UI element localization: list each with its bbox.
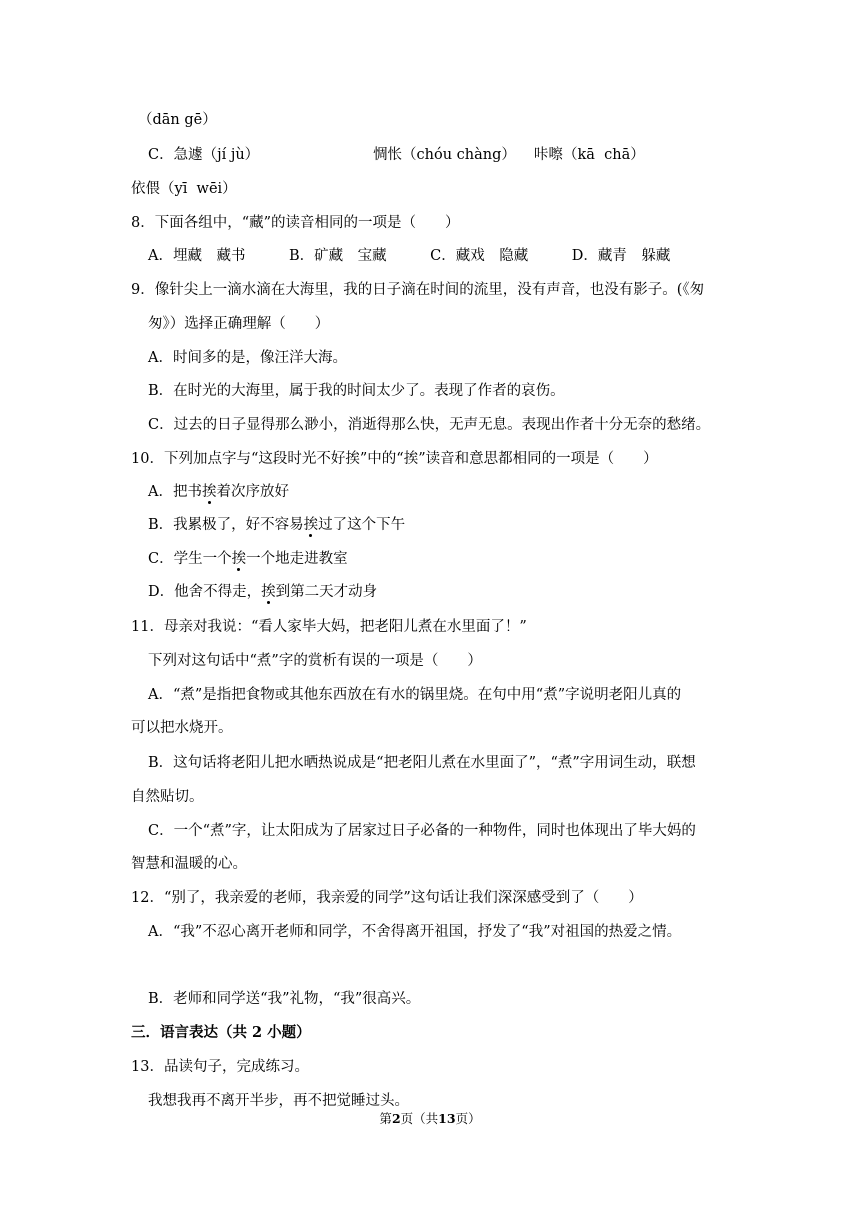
pinyin-line: 依偎（yī wēi） [131,181,237,197]
question-10-option-c: C．学生一个挨一个地走进教室 [148,551,348,567]
option-c-item-1: C．急遽（jí jù） [148,147,260,163]
question-9-option-c: C．过去的日子显得那么渺小，消逝得那么快，无声无息。表现出作者十分无奈的愁绪。 [148,417,711,433]
question-9-option-b: B．在时光的大海里，属于我的时间太少了。表现了作者的哀伤。 [148,383,565,399]
question-10-option-d: D．他舍不得走，挨到第二天才动身 [148,584,378,600]
question-11-option-b-cont: 自然贴切。 [131,789,204,805]
pinyin-line: （dān gē） [138,112,217,128]
dotted-char: 挨 [231,551,247,567]
dotted-char: 挨 [201,484,217,500]
question-12: 12．“别了，我亲爱的老师，我亲爱的同学”这句话让我们深深感受到了（ ） [131,890,643,906]
question-8: 8．下面各组中，“藏”的读音相同的一项是（ ） [131,215,460,231]
question-11-option-b: B．这句话将老阳儿把水晒热说成是“把老阳儿煮在水里面了”，“煮”字用词生动，联想 [148,755,696,771]
question-9: 9．像针尖上一滴水滴在大海里，我的日子滴在时间的流里，没有声音，也没有影子。(《匆 [131,282,705,298]
question-10: 10．下列加点字与“这段时光不好挨”中的“挨”读音和意思都相同的一项是（ ） [131,451,658,467]
question-10-option-b: B．我累极了，好不容易挨过了这个下午 [148,517,406,533]
page-total: 13 [438,1111,456,1126]
question-11-option-c: C．一个“煮”字，让太阳成为了居家过日子必备的一种物件，同时也体现出了毕大妈的 [148,823,696,839]
option-c-item-3: 咔嚓（kā chā） [534,147,645,163]
question-11-prompt: 下列对这句话中“煮”字的赏析有误的一项是（ ） [148,653,482,669]
question-12-option-b: B．老师和同学送“我”礼物，“我”很高兴。 [148,991,421,1007]
question-10-option-a: A．把书挨着次序放好 [148,484,289,500]
option-c-item-2: 惆怅（chóu chàng） [373,147,516,163]
question-11: 11．母亲对我说：“看人家毕大妈，把老阳儿煮在水里面了！” [131,619,527,635]
dotted-char: 挨 [261,584,276,600]
question-11-option-a-cont: 可以把水烧开。 [131,720,233,736]
question-9-cont: 匆》）选择正确理解（ ） [148,316,330,332]
question-13: 13．品读句子，完成练习。 [131,1059,309,1075]
question-13-sentence: 我想我再不离开半步，再不把觉睡过头。 [148,1093,409,1109]
question-9-option-a: A．时间多的是，像汪洋大海。 [148,350,347,366]
page-number: 2 [391,1111,401,1126]
question-11-option-c-cont: 智慧和温暖的心。 [131,856,247,872]
question-8-options: A．埋藏 藏书 B．矿藏 宝藏 C．藏戏 隐藏 D．藏青 躲藏 [148,248,671,264]
page-footer: 第2页（共13页） [379,1111,481,1126]
section-heading: 三．语言表达（共 2 小题） [131,1024,311,1041]
question-12-option-a: A．“我”不忍心离开老师和同学，不舍得离开祖国，抒发了“我”对祖国的热爱之情。 [148,924,682,940]
dotted-char: 挨 [303,517,319,533]
question-11-option-a: A．“煮”是指把食物或其他东西放在有水的锅里烧。在句中用“煮”字说明老阳儿真的 [148,687,682,703]
